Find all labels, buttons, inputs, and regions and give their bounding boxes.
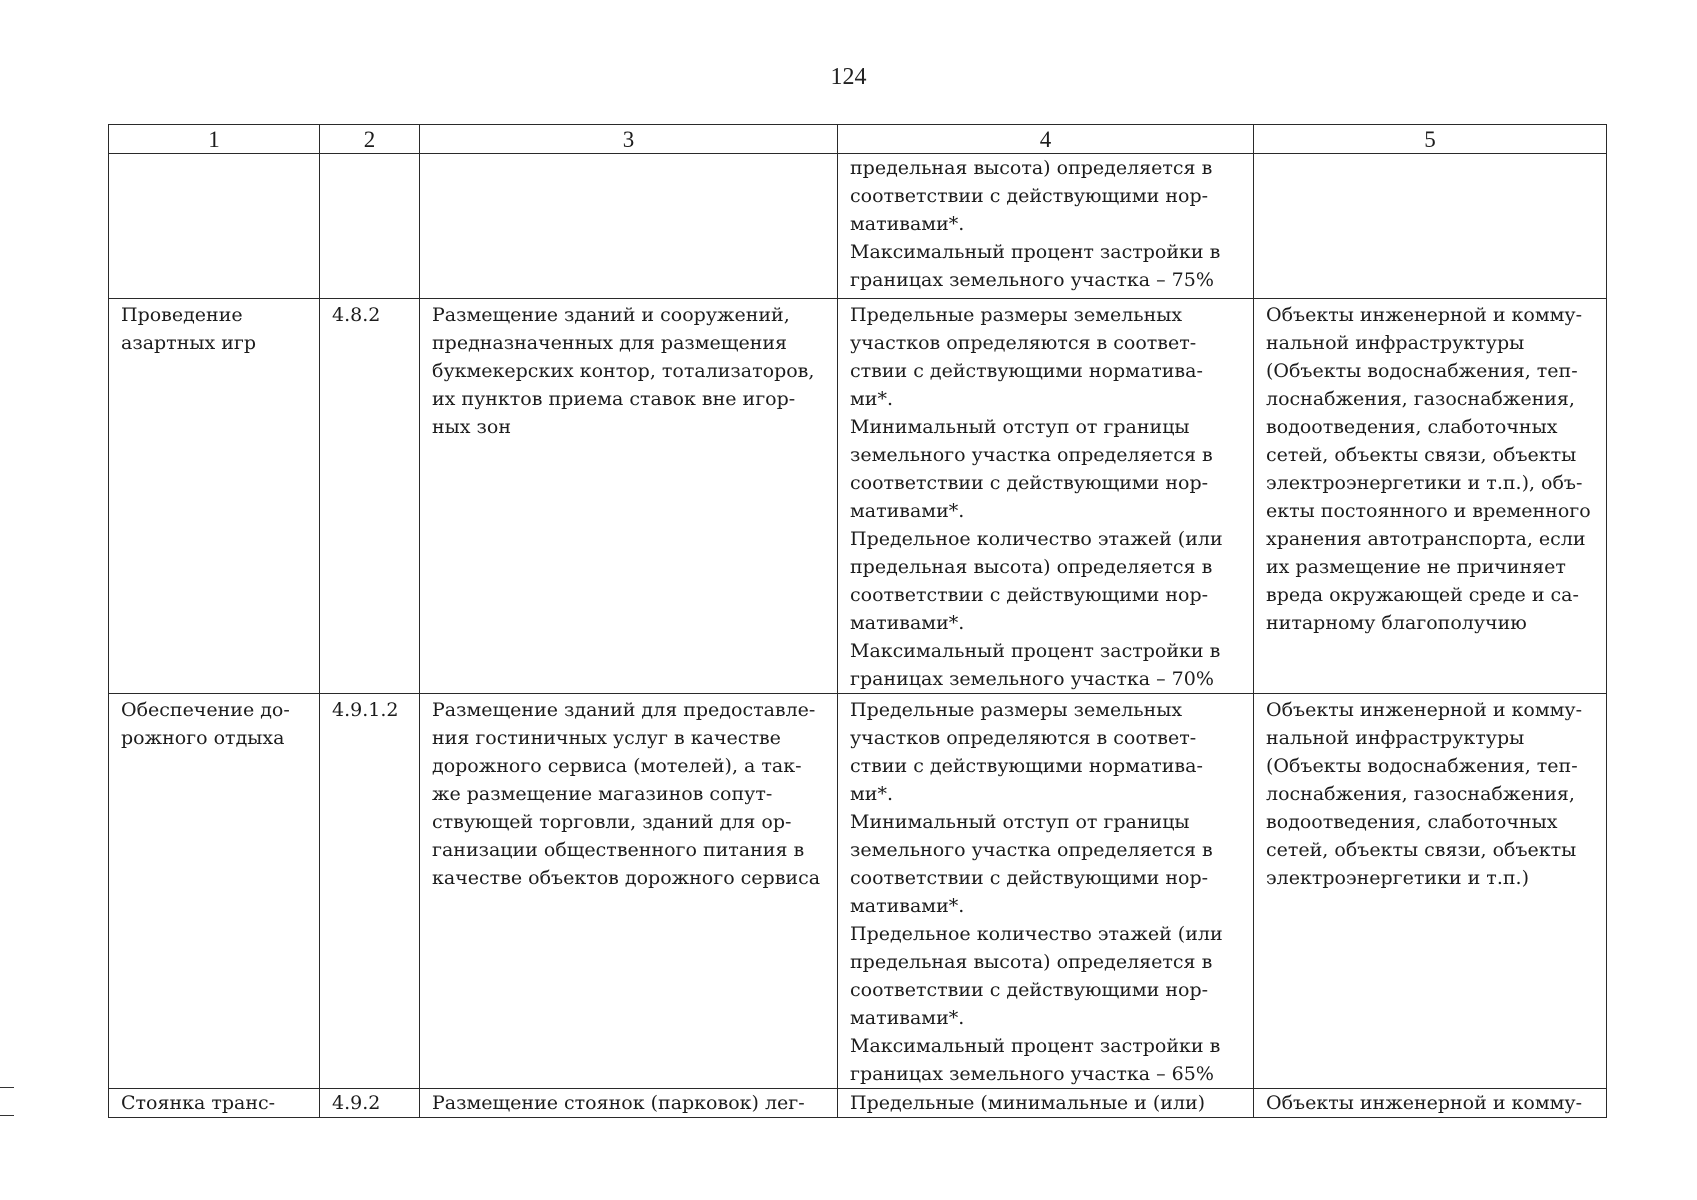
use-code-cell: 4.9.2 <box>320 1089 420 1118</box>
column-header-2: 2 <box>320 125 420 154</box>
auxiliary-objects-cell: Объекты инженерной и комму- нальной инфраструктуры (Объекты водоснабжения, теп- лоснабжения, газоснабжения, водоотведения, слаботочных сетей, объекты связи, объекты электроэнергетики и т.п.) <box>1254 694 1607 1089</box>
use-description-cell: Размещение зданий и сооружений, предназначенных для размещения букмекерских контор, тотализаторов, их пунктов приема ставок вне игор- ных зон <box>420 299 838 694</box>
use-code-cell: 4.9.1.2 <box>320 694 420 1089</box>
page-number: 124 <box>830 64 867 90</box>
column-header-3: 3 <box>420 125 838 154</box>
use-code-cell: 4.8.2 <box>320 299 420 694</box>
table-row <box>109 694 1607 1089</box>
use-name-cell: Стоянка транс- <box>109 1089 320 1118</box>
use-description-cell <box>420 154 838 299</box>
column-header-5: 5 <box>1254 125 1607 154</box>
header-row <box>109 125 1607 154</box>
parameters-cell: Предельные (минимальные и (или) <box>838 1089 1254 1118</box>
parameters-cell: Предельные размеры земельных участков определяются в соответ- ствии с действующими норматива- ми*. Минимальный отступ от границы земельного участка определяется в соответствии с действующими нор- мативами*. Предельное количество этажей (или предельная высота) определяется в соответствии с действующими нор- мативами*. Максимальный процент застройки в границах земельного участка – 65% <box>838 694 1254 1089</box>
parameters-cell: предельная высота) определяется в соответствии с действующими нор- мативами*. Максимальный процент застройки в границах земельного участка – 75% <box>838 154 1254 299</box>
column-header-4: 4 <box>838 125 1254 154</box>
table-row <box>109 299 1607 694</box>
margin-tick-mark <box>0 1115 14 1116</box>
auxiliary-objects-cell: Объекты инженерной и комму- <box>1254 1089 1607 1118</box>
table-header <box>109 125 1607 154</box>
auxiliary-objects-cell: Объекты инженерной и комму- нальной инфраструктуры (Объекты водоснабжения, теп- лоснабжения, газоснабжения, водоотведения, слаботочных сетей, объекты связи, объекты электроэнергетики и т.п.), объ- екты постоянного и временного хранения автотранспорта, если их размещение не причиняет вреда окружающей среде и са- нитарному благополучию <box>1254 299 1607 694</box>
land-use-table <box>108 124 1607 1118</box>
margin-tick-mark <box>0 1087 14 1088</box>
table-row <box>109 154 1607 299</box>
use-name-cell: Проведение азартных игр <box>109 299 320 694</box>
use-name-cell: Обеспечение до- рожного отдыха <box>109 694 320 1089</box>
auxiliary-objects-cell <box>1254 154 1607 299</box>
use-description-cell: Размещение зданий для предоставле- ния гостиничных услуг в качестве дорожного сервиса (мотелей), а так- же размещение магазинов сопут- ствующей торговли, зданий для ор- ганизации общественного питания в качестве объектов дорожного сервиса <box>420 694 838 1089</box>
parameters-cell: Предельные размеры земельных участков определяются в соответ- ствии с действующими норматива- ми*. Минимальный отступ от границы земельного участка определяется в соответствии с действующими нор- мативами*. Предельное количество этажей (или предельная высота) определяется в соответствии с действующими нор- мативами*. Максимальный процент застройки в границах земельного участка – 70% <box>838 299 1254 694</box>
table-row <box>109 1089 1607 1118</box>
use-name-cell <box>109 154 320 299</box>
table-body <box>109 154 1607 1118</box>
use-description-cell: Размещение стоянок (парковок) лег- <box>420 1089 838 1118</box>
use-code-cell <box>320 154 420 299</box>
column-header-1: 1 <box>109 125 320 154</box>
